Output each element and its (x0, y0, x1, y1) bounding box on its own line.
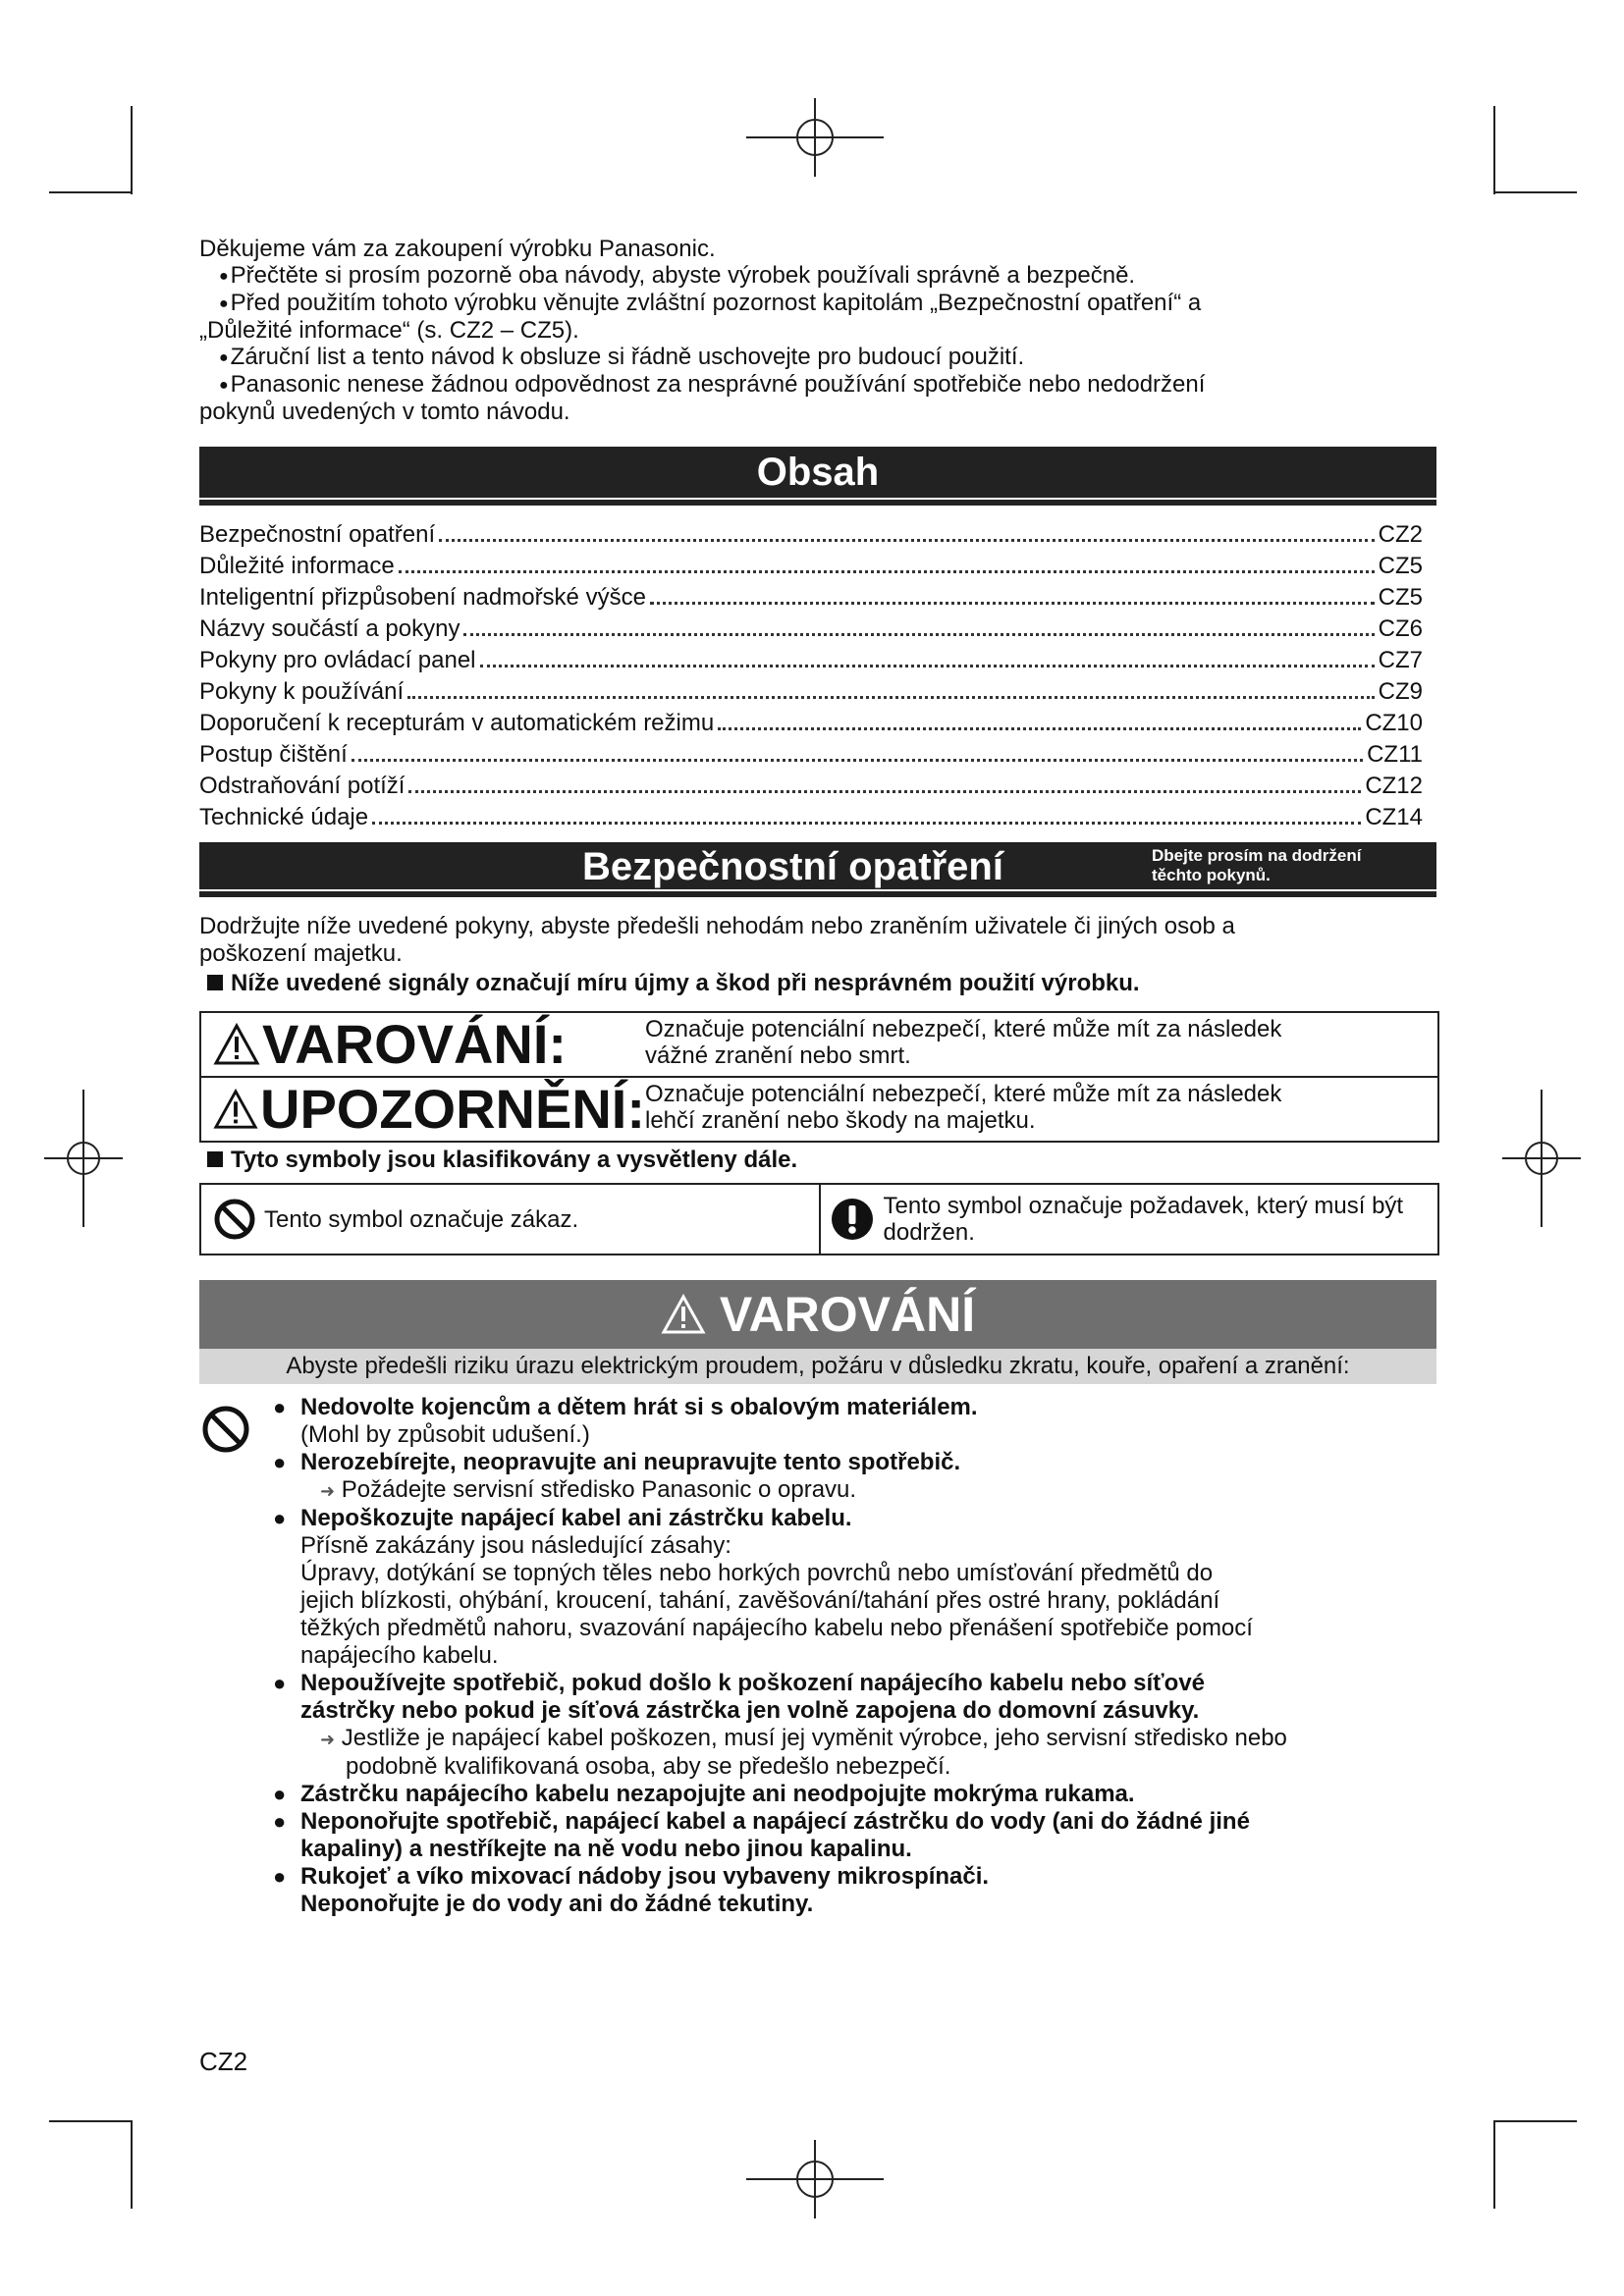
safety-banner-underline (199, 891, 1436, 897)
toc-leader-dots (399, 570, 1375, 573)
toc-item-page: CZ5 (1378, 553, 1423, 579)
caution-description (645, 1078, 1437, 1141)
toc-item-label: Pokyny pro ovládací panel (199, 647, 476, 673)
warning-triangle-icon (213, 1023, 260, 1066)
signals-heading-text: Níže uvedené signály označují míru újmy a škod při nesprávném použití výrobku. (231, 970, 1140, 996)
toc-leader-dots (480, 665, 1375, 667)
warning-item (273, 1505, 1451, 1670)
toc-leader-dots (650, 602, 1375, 605)
warning-item-line: Přísně zakázány jsou následující zásahy: (300, 1532, 731, 1559)
symbol-table (199, 1183, 1439, 1255)
toc-item-page: CZ5 (1378, 584, 1423, 611)
warning-item-note: (Mohl by způsobit udušení.) (300, 1421, 590, 1448)
caution-desc-line: lehčí zranění nebo škody na majetku. (645, 1107, 1036, 1134)
signal-word-table (199, 1011, 1439, 1143)
symbols-heading-text: Tyto symboly jsou klasifikovány a vysvětleny dále. (231, 1147, 798, 1173)
prohibit-icon (200, 1404, 251, 1455)
mandatory-cell (819, 1185, 1438, 1254)
toc-heading: Obsah (756, 451, 880, 494)
toc-item[interactable] (199, 738, 1423, 770)
toc-item[interactable] (199, 707, 1423, 738)
warning-item (273, 1863, 1451, 1918)
registration-mark-right (1502, 1090, 1581, 1227)
safety-note-line: Dbejte prosím na dodržení (1152, 846, 1362, 865)
mandatory-text-line: dodržen. (883, 1219, 975, 1246)
toc-leader-dots (718, 727, 1361, 730)
toc-leader-dots (352, 759, 1363, 762)
prohibit-text: Tento symbol označuje zákaz. (264, 1205, 579, 1233)
intro-bullet-cont: „Důležité informace“ (s. CZ2 – CZ5). (199, 317, 579, 344)
safety-note (1152, 846, 1361, 885)
warning-item-arrow-text: podobně kvalifikovaná osoba, aby se předešlo nebezpečí. (346, 1753, 951, 1780)
toc-item-label: Doporučení k recepturám v automatickém režimu (199, 710, 715, 736)
varovani-triangle-icon (661, 1294, 706, 1335)
mandatory-text-line: Tento symbol označuje požadavek, který musí být (883, 1193, 1404, 1219)
warning-item-title: Neponořujte je do vody ani do žádné tekutiny. (300, 1891, 814, 1917)
toc-item-label: Postup čištění (199, 741, 348, 768)
warning-item (273, 1781, 1451, 1808)
warning-item-line: jejich blízkosti, ohýbání, kroucení, tahání, zavěšování/tahání přes ostré hrany, pokládání (300, 1587, 1220, 1614)
intro-bullet: ● Před použitím tohoto výrobku věnujte zvláštní pozornost kapitolám „Bezpečnostní opatření“ a (199, 290, 1436, 317)
varovani-title: VAROVÁNÍ (719, 1287, 976, 1342)
caution-word-cell (201, 1078, 645, 1141)
toc-leader-dots (372, 822, 1361, 825)
warning-item-title: ● Nerozebírejte, neopravujte ani neupravujte tento spotřebič. (300, 1449, 961, 1475)
toc-item[interactable] (199, 550, 1423, 581)
warning-description (645, 1013, 1437, 1076)
warning-word: VAROVÁNÍ: (262, 1013, 568, 1075)
warning-item (273, 1670, 1451, 1781)
toc-item-label: Odstraňování potíží (199, 773, 406, 799)
intro-bullet: ● Přečtěte si prosím pozorně oba návody, abyste výrobek používali správně a bezpečně. (199, 262, 1436, 290)
warning-item (273, 1394, 1451, 1449)
toc-item-page: CZ6 (1378, 615, 1423, 642)
warning-item-arrow-line (300, 1725, 1451, 1753)
toc-item[interactable] (199, 581, 1423, 613)
toc-item[interactable] (199, 675, 1423, 707)
signals-heading (199, 970, 1436, 997)
intro-bullet: ● Panasonic nenese žádnou odpovědnost za nesprávné používání spotřebiče nebo nedodržení (199, 371, 1436, 399)
toc-item-label: Důležité informace (199, 553, 395, 579)
toc-banner-underline (199, 500, 1436, 506)
page-number: CZ2 (199, 2047, 248, 2076)
arrow-icon: ➜ (320, 1481, 336, 1501)
safety-intro-line: poškození majetku. (199, 940, 403, 967)
warning-item-title: ● Neponořujte spotřebič, napájecí kabel a napájecí zástrčku do vody (ani do žádné jiné (300, 1808, 1250, 1835)
toc-item-label: Pokyny k používání (199, 678, 405, 705)
warning-desc-line: Označuje potenciální nebezpečí, které může mít za následek (645, 1016, 1282, 1042)
warning-item-title: ● Nepoužívejte spotřebič, pokud došlo k poškození napájecího kabelu nebo síťové (300, 1670, 1206, 1696)
toc-item[interactable] (199, 613, 1423, 644)
toc-item-page: CZ14 (1365, 804, 1423, 830)
toc-item-label: Inteligentní přizpůsobení nadmořské výšce (199, 584, 646, 611)
symbols-heading (207, 1147, 797, 1174)
caution-row (201, 1076, 1437, 1141)
toc-item[interactable] (199, 801, 1423, 832)
intro-bullet: ● Záruční list a tento návod k obsluze si řádně uschovejte pro budoucí použití. (199, 344, 1436, 371)
toc-item-page: CZ7 (1378, 647, 1423, 673)
varovani-banner (199, 1280, 1436, 1349)
warning-word-cell (201, 1013, 645, 1076)
safety-intro-line: Dodržujte níže uvedené pokyny, abyste předešli nehodám nebo zraněním uživatele či jiných osob a (199, 913, 1235, 939)
warning-desc-line: vážné zranění nebo smrt. (645, 1042, 911, 1069)
warning-item-title: ● Nepoškozujte napájecí kabel ani zástrčku kabelu. (300, 1505, 852, 1531)
caution-word: UPOZORNĚNÍ: (260, 1078, 645, 1140)
warning-list (273, 1394, 1451, 1918)
safety-note-line: těchto pokynů. (1152, 866, 1271, 884)
toc-item-label: Bezpečnostní opatření (199, 521, 436, 548)
warning-item-arrow-text: Jestliže je napájecí kabel poškozen, musí jej vyměnit výrobce, jeho servisní středisko nebo (341, 1725, 1287, 1751)
toc-item-page: CZ10 (1365, 710, 1423, 736)
warning-item-arrow-line (300, 1476, 1451, 1505)
arrow-icon: ➜ (320, 1730, 336, 1749)
warning-item-title: ● Rukojeť a víko mixovací nádoby jsou vybaveny mikrospínači. (300, 1863, 990, 1890)
toc-item-label: Názvy součástí a pokyny (199, 615, 460, 642)
toc-item-page: CZ12 (1365, 773, 1423, 799)
registration-mark-bottom (746, 2140, 884, 2218)
toc-leader-dots (407, 696, 1375, 699)
toc-leader-dots (463, 633, 1374, 636)
intro-section (199, 236, 1436, 425)
toc-leader-dots (408, 790, 1361, 793)
warning-item (273, 1808, 1451, 1863)
toc-item-page: CZ11 (1367, 741, 1423, 768)
toc-leader-dots (439, 539, 1374, 542)
toc-item-page: CZ2 (1378, 521, 1423, 548)
prohibit-icon (213, 1198, 256, 1241)
warning-item-title: ● Nedovolte kojencům a dětem hrát si s obalovým materiálem. (300, 1394, 978, 1420)
toc-item-page: CZ9 (1378, 678, 1423, 705)
mandatory-text (884, 1193, 1404, 1246)
mandatory-icon (831, 1198, 874, 1241)
table-of-contents (199, 518, 1423, 832)
varovani-subtitle: Abyste předešli riziku úrazu elektrickým proudem, požáru v důsledku zkratu, kouře, opaření a zranění: (199, 1349, 1436, 1384)
warning-item-title: zástrčky nebo pokud je síťová zástrčka jen volně zapojena do domovní zásuvky. (300, 1697, 1200, 1724)
caution-desc-line: Označuje potenciální nebezpečí, které může mít za následek (645, 1081, 1282, 1107)
warning-row (201, 1013, 1437, 1076)
intro-bullet-cont: pokynů uvedených v tomto návodu. (199, 399, 570, 425)
registration-mark-left (44, 1090, 123, 1227)
warning-item-title: kapaliny) a nestříkejte na ně vodu nebo jinou kapalinu. (300, 1836, 912, 1862)
toc-banner (199, 447, 1436, 498)
toc-item[interactable] (199, 770, 1423, 801)
prohibit-cell (201, 1185, 819, 1254)
safety-intro (199, 913, 1436, 997)
warning-item-title: ● Zástrčku napájecího kabelu nezapojujte ani neodpojujte mokrýma rukama. (300, 1781, 1135, 1807)
toc-item-label: Technické údaje (199, 804, 369, 830)
toc-item[interactable] (199, 518, 1423, 550)
safety-banner (199, 842, 1436, 889)
warning-item-line: těžkých předmětů nahoru, svazování napájecího kabelu nebo přenášení spotřebiče pomocí (300, 1615, 1253, 1641)
caution-triangle-icon (213, 1088, 258, 1131)
toc-item[interactable] (199, 644, 1423, 675)
registration-mark-top (746, 98, 884, 177)
safety-heading: Bezpečnostní opatření (582, 845, 1003, 888)
warning-item (273, 1449, 1451, 1505)
warning-item-arrow-text: Požádejte servisní středisko Panasonic o opravu. (341, 1476, 857, 1503)
warning-item-line: Úpravy, dotýkání se topných těles nebo horkých povrchů nebo umísťování předmětů do (300, 1560, 1214, 1586)
warning-item-line: napájecího kabelu. (300, 1642, 499, 1669)
intro-thanks: Děkujeme vám za zakoupení výrobku Panasonic. (199, 236, 716, 262)
